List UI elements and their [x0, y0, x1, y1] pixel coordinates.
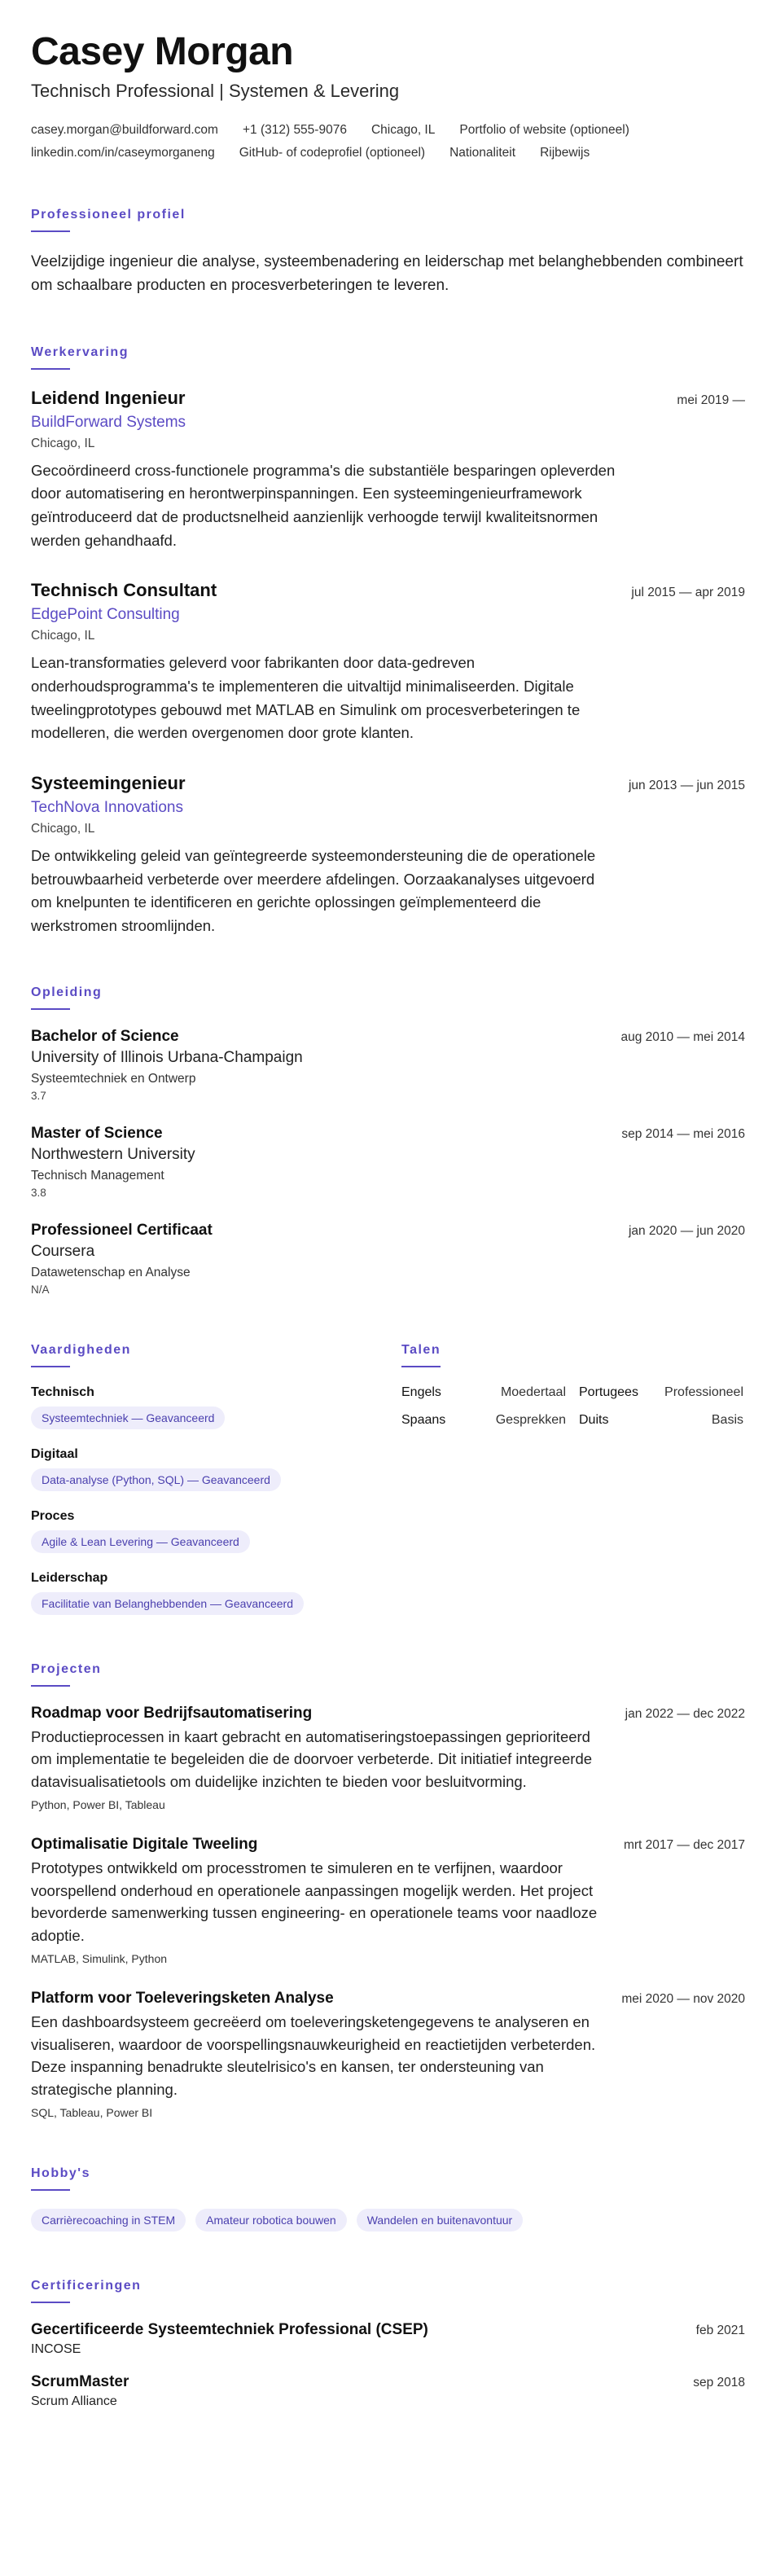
project-tech: SQL, Tableau, Power BI — [31, 2105, 153, 2119]
section-divider — [31, 2189, 70, 2191]
language-name: Duits — [579, 1412, 609, 1427]
languages-section — [401, 1343, 743, 1615]
education-degree: Bachelor of Science — [31, 1027, 179, 1045]
language-level: Gesprekken — [495, 1412, 566, 1427]
project-date: jan 2022 — dec 2022 — [625, 1706, 745, 1721]
education-item — [31, 1028, 745, 1102]
profile-summary: Veelzijdige ingenieur die analyse, systeembenadering en leiderschap met belanghebbenden combineert om schaalbare producten en procesverbeteringen te leveren. — [31, 252, 743, 295]
hobby-list — [31, 2209, 745, 2232]
education-gpa: 3.7 — [31, 1089, 46, 1102]
education-degree: Professioneel Certificaat — [31, 1221, 213, 1239]
experience-item — [31, 773, 745, 938]
language-item — [401, 1385, 566, 1400]
job-company: TechNova Innovations — [31, 799, 183, 817]
skills-languages-row — [31, 1343, 745, 1615]
job-location: Chicago, IL — [31, 822, 95, 836]
contact-license: Rijbewijs — [540, 145, 590, 160]
skill-group — [31, 1385, 401, 1429]
skill-group — [31, 1509, 401, 1553]
contact-nationality: Nationaliteit — [449, 145, 516, 160]
job-date: jul 2015 — apr 2019 — [631, 586, 745, 600]
language-level: Moedertaal — [500, 1385, 566, 1399]
job-date: mei 2019 — — [677, 393, 745, 407]
contact-linkedin[interactable]: linkedin.com/in/caseymorganeng — [31, 145, 215, 160]
language-level: Professioneel — [664, 1385, 743, 1399]
education-gpa: N/A — [31, 1283, 50, 1296]
project-description: Prototypes ontwikkeld om processtromen te simuleren en te verfijnen, waardoor voorspellend onderhoud en operationele aanpassingen mogelijk werden. Het project bevorderde samenwerking tussen engineering- en operationele teams voor naadloze adoptie. — [31, 1858, 598, 1945]
profile-section — [31, 208, 745, 298]
project-tech: Python, Power BI, Tableau — [31, 1797, 165, 1811]
skill-category: Leiderschap — [31, 1570, 108, 1585]
certification-issuer: Scrum Alliance — [31, 2394, 117, 2408]
certifications-section — [31, 2279, 745, 2409]
language-item — [579, 1413, 743, 1428]
education-field: Datawetenschap en Analyse — [31, 1265, 191, 1279]
education-date: aug 2010 — mei 2014 — [620, 1029, 745, 1044]
resume-header — [31, 31, 745, 160]
certification-name: ScrumMaster — [31, 2372, 129, 2390]
candidate-headline: Technisch Professional | Systemen & Levering — [31, 80, 400, 101]
section-title: Opleiding — [31, 985, 103, 999]
section-title: Werkervaring — [31, 344, 129, 359]
skill-group — [31, 1447, 401, 1491]
experience-item — [31, 388, 745, 553]
project-date: mrt 2017 — dec 2017 — [623, 1837, 745, 1852]
contact-github[interactable]: GitHub- of codeprofiel (optioneel) — [239, 145, 426, 160]
certification-item — [31, 2321, 745, 2357]
certification-date: feb 2021 — [695, 2323, 745, 2337]
section-divider — [401, 1366, 441, 1367]
project-item — [31, 1990, 745, 2119]
contact-phone[interactable]: +1 (312) 555-9076 — [242, 122, 347, 137]
education-field: Technisch Management — [31, 1168, 164, 1183]
project-item — [31, 1836, 745, 1965]
hobby-chip: Wandelen en buitenavontuur — [357, 2209, 524, 2232]
education-school: University of Illinois Urbana-Champaign — [31, 1048, 303, 1066]
education-date: sep 2014 — mei 2016 — [621, 1126, 745, 1141]
language-name: Spaans — [401, 1412, 446, 1427]
skill-chip: Facilitatie van Belanghebbenden — Geavanceerd — [31, 1592, 304, 1615]
skill-chip: Data-analyse (Python, SQL) — Geavanceerd — [31, 1468, 281, 1491]
education-date: jan 2020 — jun 2020 — [628, 1223, 745, 1238]
languages-grid — [401, 1385, 743, 1428]
language-item — [401, 1413, 566, 1428]
contact-portfolio[interactable]: Portfolio of website (optioneel) — [459, 122, 629, 137]
language-name: Engels — [401, 1385, 441, 1399]
education-field: Systeemtechniek en Ontwerp — [31, 1071, 196, 1086]
section-title: Talen — [401, 1342, 441, 1357]
contact-location: Chicago, IL — [370, 122, 436, 137]
section-divider — [31, 1685, 70, 1687]
certification-date: sep 2018 — [693, 2375, 745, 2389]
education-gpa: 3.8 — [31, 1186, 46, 1199]
section-title: Projecten — [31, 1661, 102, 1676]
section-divider — [31, 230, 70, 232]
section-divider — [31, 2302, 70, 2303]
certification-name: Gecertificeerde Systeemtechniek Professional (CSEP) — [31, 2320, 428, 2338]
section-divider — [31, 1008, 70, 1010]
hobby-chip: Amateur robotica bouwen — [195, 2209, 347, 2232]
education-school: Coursera — [31, 1242, 95, 1260]
skill-category: Proces — [31, 1508, 75, 1523]
job-description: Gecoördineerd cross-functionele programma's die substantiële besparingen opleverden door automatisering en herontwerpinspanningen. Een systeemingenieurframework geïntroduceerd dat de productsnelheid aanzienlijk verhoogde terwijl kwaliteitsnormen werden gehandhaafd. — [31, 461, 616, 549]
language-item — [579, 1385, 743, 1400]
certification-issuer: INCOSE — [31, 2341, 81, 2356]
education-item — [31, 1125, 745, 1199]
hobby-chip: Carrièrecoaching in STEM — [31, 2209, 186, 2232]
project-tech: MATLAB, Simulink, Python — [31, 1951, 168, 1965]
language-name: Portugees — [579, 1385, 638, 1399]
candidate-name: Casey Morgan — [31, 30, 294, 73]
education-school: Northwestern University — [31, 1145, 195, 1163]
education-item — [31, 1222, 745, 1296]
experience-item — [31, 580, 745, 745]
project-description: Productieprocessen in kaart gebracht en automatiseringstoepassingen geprioriteerd om implementatie te begeleiden die de doorvoer verbeterde. Dit initiatief integreerde datavisualisatietools om duidelijke inzichten te bieden voor besluitvorming. — [31, 1727, 593, 1791]
section-title: Professioneel profiel — [31, 207, 186, 222]
job-title: Leidend Ingenieur — [31, 387, 186, 408]
hobbies-section — [31, 2166, 745, 2232]
skill-chip: Systeemtechniek — Geavanceerd — [31, 1406, 225, 1429]
contact-email[interactable]: casey.morgan@buildforward.com — [31, 122, 218, 137]
job-date: jun 2013 — jun 2015 — [628, 779, 745, 793]
contact-list — [31, 123, 748, 160]
project-date: mei 2020 — nov 2020 — [621, 1991, 745, 2006]
project-item — [31, 1705, 745, 1811]
skill-group — [31, 1571, 401, 1615]
job-description: Lean-transformaties geleverd voor fabrikanten door data-gedreven onderhoudsprogramma's te implementeren die uitvaltijd minimaliseerden. Digitale tweelingprototypes gebouwd met MATLAB en Simulink om procesverbeteringen te modelleren, die werden overgenomen door grote klanten. — [31, 654, 581, 742]
job-company: EdgePoint Consulting — [31, 606, 180, 624]
certification-item — [31, 2373, 745, 2409]
section-divider — [31, 368, 70, 370]
project-description: Een dashboardsysteem gecreëerd om toeleveringsketengegevens te analyseren en visualiseren, waardoor de voorspellingsnauwkeurigheid en reactietijden verbeterden. Deze inspanning benadrukte sleutelrisico's en kansen, ter ondersteuning van strategische planning. — [31, 2012, 596, 2099]
section-title: Certificeringen — [31, 2278, 142, 2293]
section-title: Hobby's — [31, 2166, 90, 2180]
job-company: BuildForward Systems — [31, 413, 186, 431]
projects-section — [31, 1662, 745, 2119]
job-description: De ontwikkeling geleid van geïntegreerde systeemondersteuning die de operationele betrouwbaarheid verbeterde over meerdere afdelingen. Oorzaakanalyses uitgevoerd om knelpunten te identificeren en gerichte oplossingen geïmplementeerd die werkstromen stroomlijnden. — [31, 847, 596, 935]
skill-category: Technisch — [31, 1385, 94, 1399]
section-divider — [31, 1366, 70, 1367]
skills-section — [31, 1343, 401, 1615]
job-location: Chicago, IL — [31, 629, 95, 643]
job-title: Technisch Consultant — [31, 580, 217, 601]
project-title: Roadmap voor Bedrijfsautomatisering — [31, 1704, 313, 1722]
job-location: Chicago, IL — [31, 436, 95, 450]
section-title: Vaardigheden — [31, 1342, 131, 1357]
experience-section — [31, 345, 745, 938]
skill-category: Digitaal — [31, 1446, 78, 1461]
project-title: Platform voor Toeleveringsketen Analyse — [31, 1989, 334, 2007]
job-title: Systeemingenieur — [31, 773, 186, 794]
skill-chip: Agile & Lean Levering — Geavanceerd — [31, 1530, 250, 1553]
education-section — [31, 985, 745, 1296]
education-degree: Master of Science — [31, 1124, 163, 1142]
language-level: Basis — [711, 1412, 743, 1427]
project-title: Optimalisatie Digitale Tweeling — [31, 1835, 258, 1853]
